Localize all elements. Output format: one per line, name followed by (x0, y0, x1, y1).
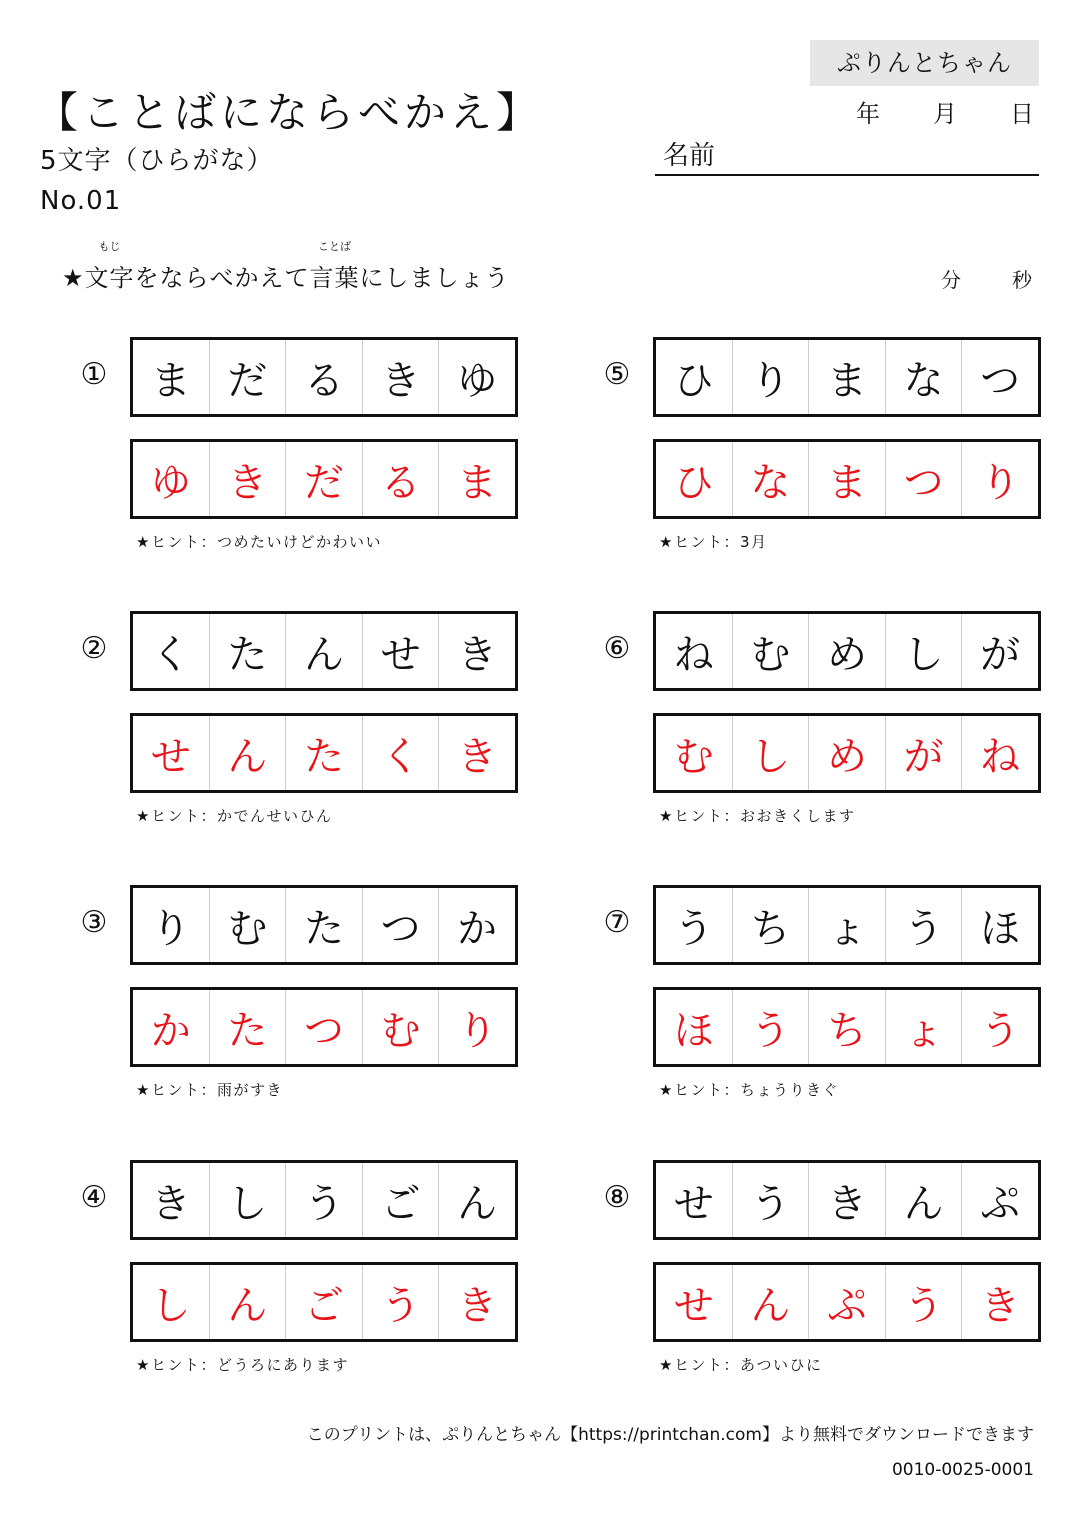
scrambled-cell: ぷ (961, 1163, 1038, 1237)
answer-cell[interactable]: ぷ (808, 1265, 885, 1339)
answer-cell[interactable]: な (732, 442, 809, 516)
scrambled-cell: ね (673, 631, 714, 678)
date-month-label: 月 (933, 100, 957, 128)
answer-cell[interactable]: き (209, 442, 286, 516)
answer-cell[interactable]: ま (808, 442, 885, 516)
answer-cell[interactable]: か (150, 1007, 191, 1054)
scrambled-cell: う (673, 905, 714, 952)
answer-cell[interactable]: た (285, 716, 362, 790)
answer-cell[interactable]: ち (808, 990, 885, 1064)
question-number: ① (80, 357, 108, 392)
ruby-moji: もじ (98, 240, 121, 253)
word-kotoba (309, 240, 360, 293)
instruction (62, 240, 510, 293)
scrambled-grid (130, 885, 518, 965)
answer-cell[interactable]: り (438, 990, 515, 1064)
hint-text: ★ヒント：雨がすき (136, 1081, 283, 1099)
answer-cell[interactable]: し (150, 1282, 191, 1329)
scrambled-cell: た (285, 888, 362, 962)
answer-cell[interactable]: き (438, 716, 515, 790)
scrambled-cell: ん (885, 1163, 962, 1237)
scrambled-cell: む (209, 888, 286, 962)
scrambled-grid (653, 611, 1041, 691)
scrambled-cell: ご (362, 1163, 439, 1237)
answer-grid[interactable] (130, 987, 518, 1067)
scrambled-cell: き (362, 340, 439, 414)
answer-grid[interactable] (130, 713, 518, 793)
answer-cell[interactable]: ょ (885, 990, 962, 1064)
hint-text: ★ヒント：ちょうりきぐ (659, 1081, 839, 1099)
answer-cell[interactable]: む (362, 990, 439, 1064)
answer-cell[interactable]: ご (285, 1265, 362, 1339)
scrambled-cell: う (285, 1163, 362, 1237)
scrambled-cell: つ (961, 340, 1038, 414)
scrambled-cell: し (209, 1163, 286, 1237)
hint-text: ★ヒント：あついひに (659, 1356, 823, 1374)
hint-text: ★ヒント：どうろにあります (136, 1356, 349, 1374)
name-label: 名前 (663, 141, 716, 171)
instruction-part2: をならべかえて (134, 264, 310, 292)
scrambled-cell: だ (209, 340, 286, 414)
answer-cell[interactable]: ん (209, 716, 286, 790)
scrambled-cell: ゆ (438, 340, 515, 414)
scrambled-grid (130, 337, 518, 417)
answer-cell[interactable]: し (732, 716, 809, 790)
scrambled-cell: せ (673, 1180, 714, 1227)
scrambled-grid (653, 337, 1041, 417)
scrambled-cell: な (885, 340, 962, 414)
scrambled-cell: つ (362, 888, 439, 962)
answer-cell[interactable]: き (438, 1265, 515, 1339)
answer-cell[interactable]: ね (961, 716, 1038, 790)
answer-cell[interactable]: う (885, 1265, 962, 1339)
scrambled-cell: ま (808, 340, 885, 414)
star-icon: ★ (62, 264, 85, 292)
answer-cell[interactable]: む (673, 733, 714, 780)
answer-cell[interactable]: く (362, 716, 439, 790)
scrambled-cell: う (885, 888, 962, 962)
answer-cell[interactable]: ほ (673, 1007, 714, 1054)
answer-cell[interactable]: め (808, 716, 885, 790)
scrambled-cell: ま (150, 357, 191, 404)
question-number: ② (80, 631, 108, 666)
question-number: ④ (80, 1180, 108, 1215)
print-code: 0010-0025-0001 (891, 1460, 1034, 1480)
answer-cell[interactable]: せ (673, 1282, 714, 1329)
scrambled-grid (653, 885, 1041, 965)
scrambled-cell: り (150, 905, 191, 952)
worksheet-title: 【ことばにならべかえ】 (36, 88, 543, 137)
word-moji-text: 文字 (84, 264, 135, 292)
scrambled-cell: め (808, 614, 885, 688)
scrambled-cell: ん (438, 1163, 515, 1237)
scrambled-cell: た (209, 614, 286, 688)
answer-cell[interactable]: う (362, 1265, 439, 1339)
answer-cell[interactable]: る (362, 442, 439, 516)
answer-cell[interactable]: き (961, 1265, 1038, 1339)
scrambled-cell: し (885, 614, 962, 688)
answer-cell[interactable]: ゆ (150, 459, 191, 506)
scrambled-cell: せ (362, 614, 439, 688)
scrambled-cell: ひ (673, 357, 714, 404)
answer-grid[interactable] (653, 987, 1041, 1067)
answer-cell[interactable]: つ (285, 990, 362, 1064)
answer-cell[interactable]: う (961, 990, 1038, 1064)
time-minutes-label: 分 (941, 268, 961, 292)
question-number: ⑦ (603, 905, 631, 940)
instruction-part3: にしましょう (359, 264, 510, 292)
scrambled-cell: き (808, 1163, 885, 1237)
answer-grid[interactable] (130, 439, 518, 519)
brand-tag: ぷりんとちゃん (810, 40, 1039, 86)
scrambled-grid (130, 1160, 518, 1240)
scrambled-cell: ほ (961, 888, 1038, 962)
answer-cell[interactable]: ん (209, 1265, 286, 1339)
scrambled-cell: ち (732, 888, 809, 962)
hint-text: ★ヒント：つめたいけどかわいい (136, 533, 382, 551)
hint-text: ★ヒント：おおきくします (659, 807, 856, 825)
scrambled-cell: う (732, 1163, 809, 1237)
scrambled-grid (130, 611, 518, 691)
footer-note: このプリントは、ぷりんとちゃん【https://printchan.com】より無料でダウンロードできます (306, 1425, 1034, 1445)
scrambled-cell: ん (285, 614, 362, 688)
scrambled-cell: き (438, 614, 515, 688)
date-year-label: 年 (856, 100, 880, 128)
question-number: ⑤ (603, 357, 631, 392)
answer-cell[interactable]: ま (438, 442, 515, 516)
question-number: ⑥ (603, 631, 631, 666)
question-number: ⑧ (603, 1180, 631, 1215)
date-day-label: 日 (1010, 100, 1034, 128)
answer-cell[interactable]: せ (150, 733, 191, 780)
worksheet-subtitle: 5文字（ひらがな） (40, 146, 274, 176)
ruby-kotoba: ことば (318, 240, 352, 253)
answer-grid[interactable] (653, 713, 1041, 793)
question-number: ③ (80, 905, 108, 940)
scrambled-cell: る (285, 340, 362, 414)
name-field[interactable] (655, 140, 1039, 176)
answer-grid[interactable] (653, 439, 1041, 519)
hint-text: ★ヒント：かでんせいひん (136, 807, 333, 825)
scrambled-cell: が (961, 614, 1038, 688)
answer-cell[interactable]: り (961, 442, 1038, 516)
hint-text: ★ヒント：3月 (659, 533, 768, 551)
scrambled-grid (653, 1160, 1041, 1240)
scrambled-cell: り (732, 340, 809, 414)
answer-grid[interactable] (653, 1262, 1041, 1342)
answer-cell[interactable]: が (885, 716, 962, 790)
scrambled-cell: き (150, 1180, 191, 1227)
answer-cell[interactable]: つ (885, 442, 962, 516)
answer-grid[interactable] (130, 1262, 518, 1342)
answer-cell[interactable]: だ (285, 442, 362, 516)
answer-cell[interactable]: た (209, 990, 286, 1064)
answer-cell[interactable]: ん (732, 1265, 809, 1339)
scrambled-cell: む (732, 614, 809, 688)
word-moji (84, 240, 135, 293)
answer-cell[interactable]: ひ (673, 459, 714, 506)
answer-cell[interactable]: う (732, 990, 809, 1064)
scrambled-cell: く (150, 631, 191, 678)
scrambled-cell: か (438, 888, 515, 962)
word-kotoba-text: 言葉 (309, 264, 360, 292)
scrambled-cell: ょ (808, 888, 885, 962)
time-seconds-label: 秒 (1012, 268, 1032, 292)
worksheet-number: No.01 (40, 186, 122, 216)
